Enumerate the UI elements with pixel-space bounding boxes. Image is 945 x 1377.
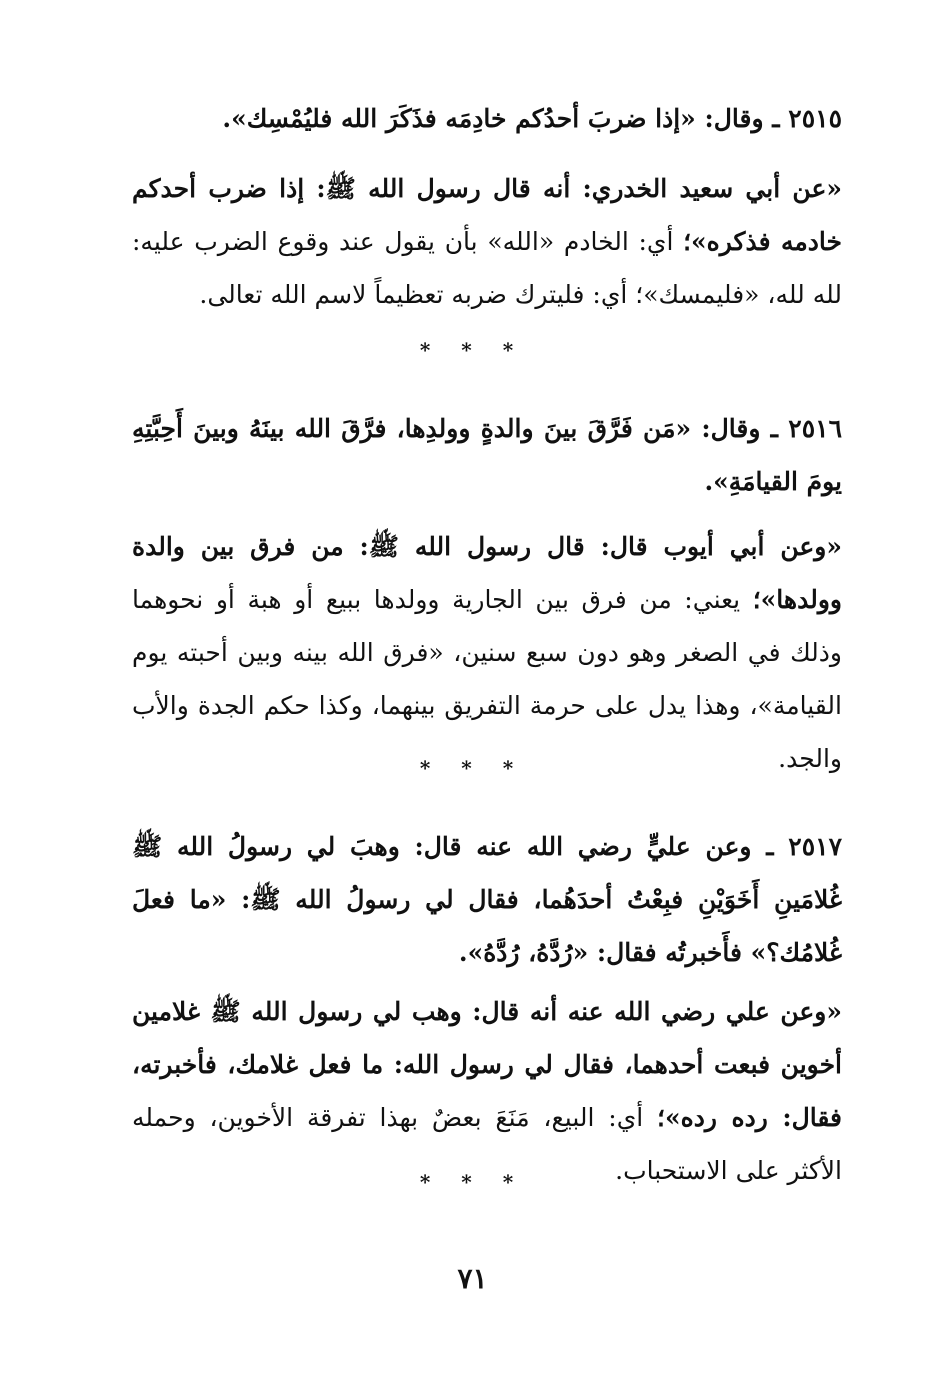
commentary-quote: «عن أبي سعيد الخدري: أنه قال رسول الله ﷺ: إذا ضرب أحدكم خادمه فذكره»؛	[132, 174, 842, 256]
commentary-quote: «وعن أبي أيوب قال: قال رسول الله ﷺ: من فرق بين والدة وولدها»؛	[132, 532, 842, 614]
commentary-text: يعني: من فرق بين الجارية وولدها ببيع أو هبة أو نحوهما وذلك في الصغر وهو دون سبع سنين، «فرق الله بينه وبين أحبته يوم القيامة»، وهذا يدل على حرمة التفريق بينهما، وكذا حكم الجدة والأب والجد.	[132, 585, 842, 773]
commentary-quote: «وعن علي رضي الله عنه أنه قال: وهب لي رسول الله ﷺ غلامين أخوين فبعت أحدهما، فقال لي رسول الله: ما فعل غلامك، فأخبرته، فقال: رده رده»؛	[132, 997, 842, 1132]
section-separator: * * *	[419, 338, 526, 362]
hadith-2517: ٢٥١٧ ـ وعن عليٍّ رضي الله عنه قال: وهبَ لي رسولُ الله ﷺ غُلامَينِ أَخَوَيْنِ فبِعْتُ أحدَهُما، فقال لي رسولُ الله ﷺ: «ما فعلَ غُلامُك؟» فأَخبرتُه فقال: «رُدَّهُ، رُدَّهُ».	[132, 832, 842, 967]
hadith-2516: ٢٥١٦ ـ وقال: «مَن فَرَّقَ بينَ والدةٍ وولدِها، فرَّقَ الله بينَهُ وبينَ أَحِبَّتِهِ يومَ القيامَةِ».	[132, 414, 842, 496]
section-separator: * * *	[419, 756, 526, 780]
commentary-2515	[132, 162, 842, 321]
commentary-text: أي: الخادم «الله» بأن يقول عند وقوع الضرب عليه: لله لله، «فليمسك»؛ أي: فليترك ضربه تعظيماً لاسم الله تعالى.	[132, 227, 842, 309]
commentary-2517	[132, 985, 842, 1197]
commentary-2516	[132, 520, 842, 785]
page-number: ٧١	[457, 1262, 488, 1295]
commentary-text: أي: البيع، مَنَعَ بعضٌ بهذا تفرقة الأخوين، وحمله الأكثر على الاستحباب.	[132, 1103, 842, 1185]
hadith-2515: ٢٥١٥ ـ وقال: «إذا ضربَ أحدُكم خادِمَه فذَكَرَ الله فليُمْسِك».	[222, 104, 842, 133]
section-separator: * * *	[419, 1170, 526, 1194]
